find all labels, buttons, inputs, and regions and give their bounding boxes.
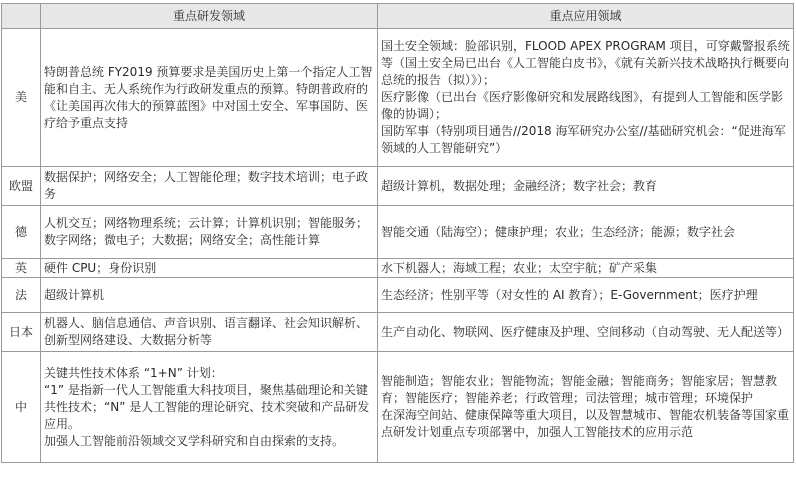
app-cell: [378, 278, 794, 313]
rd-text: 关键共性技术体系 “1+N” 计划：: [44, 365, 223, 380]
rd-text: 数据保护；网络安全；人工智能伦理；数字技术培训；电子政务: [44, 170, 369, 201]
table-row: [2, 259, 794, 278]
table-row: [2, 352, 794, 463]
rd-cell: [41, 278, 378, 313]
app-cell: [378, 313, 794, 352]
app-text: 水下机器人；海域工程；农业；太空宇航；矿产采集: [381, 260, 658, 275]
table-row: [2, 206, 794, 259]
app-text: 超级计算机，数据处理；金融经济；数字社会；教育: [381, 178, 658, 193]
country-column-header: [2, 4, 41, 29]
app-text: 国土安全领域：脸部识别，FLOOD APEX PROGRAM 项目，可穿戴警报系统等（国土安全局已出台《人工智能白皮书》，《就有关新兴技术战略执行概要向总统的报告（拟）》）；: [381, 39, 790, 87]
rd-cell: [41, 167, 378, 206]
country-cell: 中: [2, 352, 41, 463]
app-text: 生产自动化、物联网、医疗健康及护理、空间移动（自动驾驶、无人配送等）: [381, 324, 790, 339]
app-text: 在深海空间站、健康保障等重大项目，以及智慧城市、智能农机装备等国家重点研发计划重点专项部署中，加强人工智能技术的应用示范: [381, 408, 790, 439]
app-cell: [378, 29, 794, 167]
app-cell: [378, 352, 794, 463]
rd-text: 加强人工智能前沿领域交叉学科研究和自由探索的支持。: [44, 433, 345, 448]
table-row: [2, 29, 794, 167]
app-cell: [378, 167, 794, 206]
rd-text: 人机交互；网络物理系统；云计算；计算机识别；智能服务；数字网络；微电子；大数据；网络安全；高性能计算: [44, 216, 369, 247]
rd-text: 硬件 CPU；身份识别: [44, 260, 157, 275]
table-header-row: [2, 4, 794, 29]
rd-text: 超级计算机: [44, 287, 105, 302]
app-column-header: 重点应用领域: [378, 4, 794, 29]
app-text: 医疗影像（已出台《医疗影像研究和发展路线图》，有提到人工智能和医学影像的协调）；: [381, 90, 784, 121]
country-cell: 欧盟: [2, 167, 41, 206]
rd-cell: [41, 29, 378, 167]
rd-cell: [41, 206, 378, 259]
app-cell: [378, 259, 794, 278]
rd-text: 机器人、脑信息通信、声音识别、语言翻译、社会知识解析、创新型网络建设、大数据分析等: [44, 316, 369, 347]
app-text: 生态经济；性别平等（对女性的 AI 教育）；E-Government；医疗护理: [381, 287, 758, 302]
table-row: [2, 313, 794, 352]
country-cell: 法: [2, 278, 41, 313]
table-row: [2, 278, 794, 313]
app-cell: [378, 206, 794, 259]
country-cell: 英: [2, 259, 41, 278]
app-text: 智能交通（陆海空）；健康护理；农业；生态经济；能源；数字社会: [381, 224, 736, 239]
table-row: [2, 167, 794, 206]
country-cell: 美: [2, 29, 41, 167]
country-cell: 日本: [2, 313, 41, 352]
app-text: 智能制造；智能农业；智能物流；智能金融；智能商务；智能家居；智慧教育；智能医疗；智能养老；行政管理；司法管理；城市管理；环境保护: [381, 374, 778, 405]
rd-text: 特朗普总统 FY2019 预算要求是美国历史上第一个指定人工智能和自主、无人系统作为行政研发重点的预算。特朗普政府的《让美国再次伟大的预算蓝图》中对国土安全、军事国防、医疗给予重点支持: [44, 64, 373, 130]
rd-column-header: 重点研发领域: [41, 4, 378, 29]
country-cell: 德: [2, 206, 41, 259]
app-text: 国防军事（特别项目通告//2018 海军研究办公室//基础研究机会：“促进海军领域的人工智能研究”）: [381, 124, 786, 155]
rd-cell: [41, 313, 378, 352]
rd-cell: [41, 352, 378, 463]
ai-policy-table: [1, 3, 794, 463]
rd-cell: [41, 259, 378, 278]
rd-text: “1” 是指新一代人工智能重大科技项目，聚焦基础理论和关键共性技术；“N” 是人工智能的理论研究、技术突破和产品研发应用。: [44, 382, 370, 431]
